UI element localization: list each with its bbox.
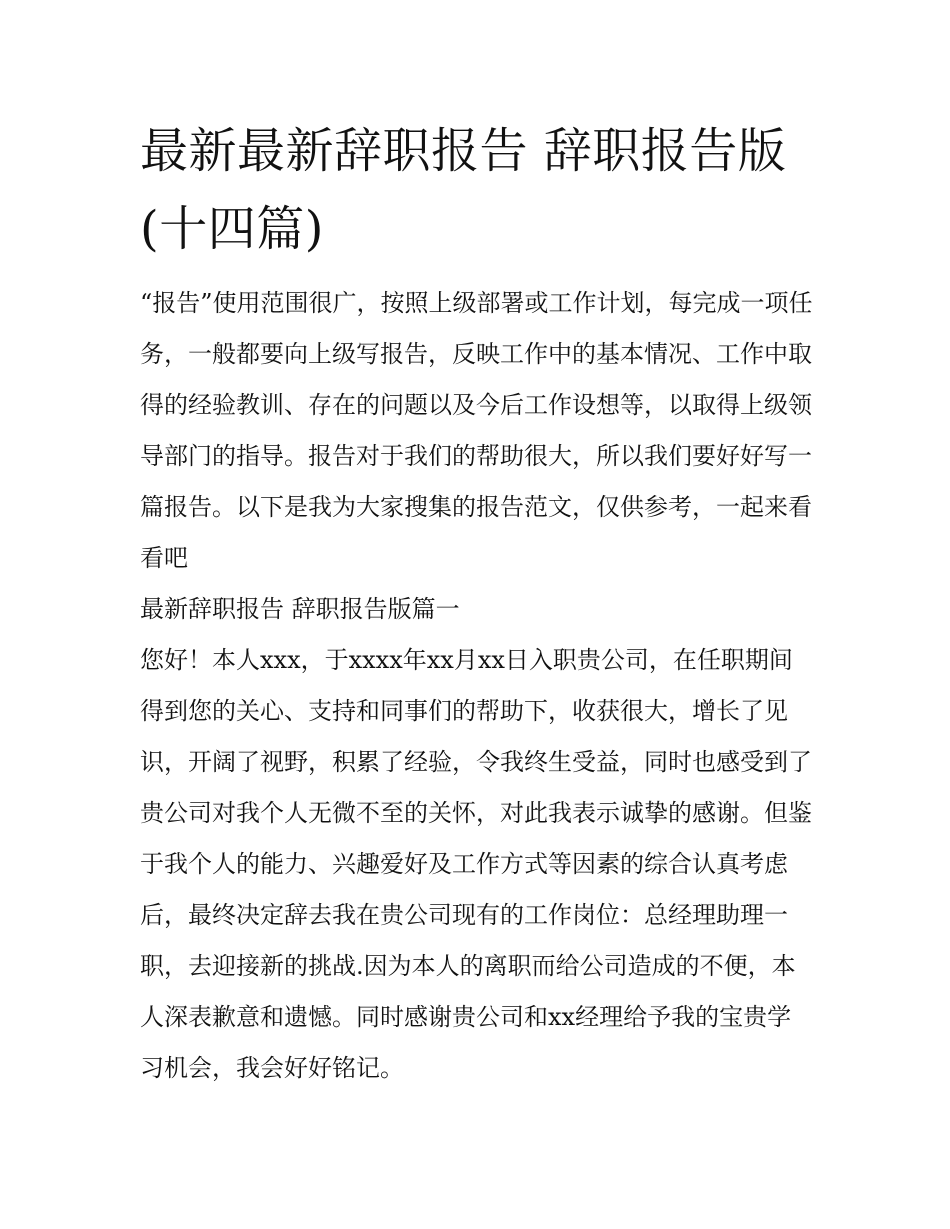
body-paragraph: 您好！本人xxx，于xxxx年xx月xx日入职贵公司，在任职期间得到您的关心、支持和同事们的帮助下，收获很大，增长了见识，开阔了视野，积累了经验，令我终生受益，同时也感受到了贵公司对我个人无微不至的关怀，对此我表示诚挚的感谢。但鉴于我个人的能力、兴趣爱好及工作方式等因素的综合认真考虑后，最终决定辞去我在贵公司现有的工作岗位：总经理助理一职，去迎接新的挑战.因为本人的离职而给公司造成的不便，本人深表歉意和遗憾。同时感谢贵公司和xx经理给予我的宝贵学习机会，我会好好铭记。 bbox=[140, 646, 812, 1082]
section-heading: 最新辞职报告 辞职报告版篇一 bbox=[140, 595, 460, 623]
intro-paragraph: “报告”使用范围很广，按照上级部署或工作计划，每完成一项任务，一般都要向上级写报告，反映工作中的基本情况、工作中取得的经验教训、存在的问题以及今后工作设想等，以取得上级领导部门的指导。报告对于我们的帮助很大，所以我们要好好写一篇报告。以下是我为大家搜集的报告范文，仅供参考，一起来看看吧 bbox=[140, 289, 813, 572]
document-page bbox=[140, 112, 814, 1094]
document-title: 最新最新辞职报告 辞职报告版(十四篇) bbox=[140, 123, 787, 257]
